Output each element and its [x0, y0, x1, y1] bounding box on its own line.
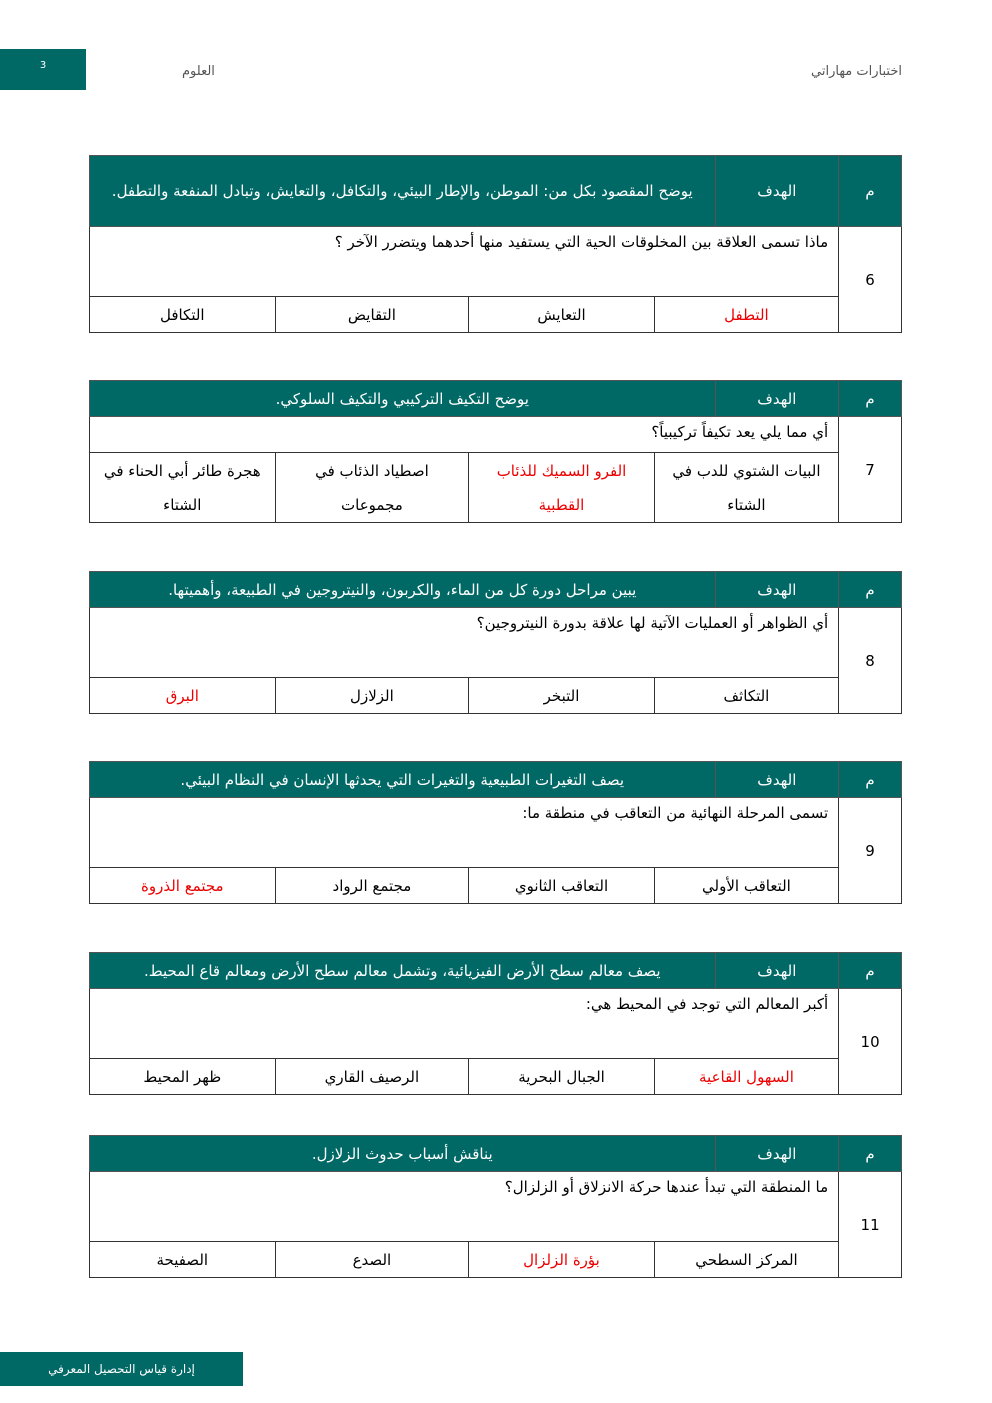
answer-option[interactable]: التقايض	[275, 297, 469, 333]
answer-option[interactable]: هجرة طائر أبي الحناء في الشتاء	[90, 453, 276, 523]
answer-option[interactable]: اصطياد الذئاب في مجموعات	[275, 453, 469, 523]
answer-option[interactable]: المركز السطحي	[654, 1242, 838, 1278]
question-number: 8	[839, 608, 902, 714]
question-text: تسمى المرحلة النهائية من التعاقب في منطقة ما:	[90, 798, 839, 868]
question-text: ما المنطقة التي تبدأ عندها حركة الانزلاق أو الزلزال؟	[90, 1172, 839, 1242]
question-number: 11	[839, 1172, 902, 1278]
answer-option[interactable]: التعايش	[469, 297, 654, 333]
number-header: م	[839, 381, 902, 417]
answer-option[interactable]: التكافل	[90, 297, 276, 333]
question-text: أي الظواهر أو العمليات الآتية لها علاقة بدورة النيتروجين؟	[90, 608, 839, 678]
goal-text: يوضح المقصود بكل من: الموطن، والإطار البيئي، والتكافل، والتعايش، وتبادل المنفعة والتطفل.	[90, 156, 716, 227]
question-number: 9	[839, 798, 902, 904]
goal-header: الهدف	[715, 953, 839, 989]
question-text: ماذا تسمى العلاقة بين المخلوقات الحية التي يستفيد منها أحدهما ويتضرر الآخر ؟	[90, 227, 839, 297]
answer-option[interactable]: الجبال البحرية	[469, 1059, 654, 1095]
answer-option-correct[interactable]: مجتمع الذروة	[90, 868, 276, 904]
document-title: اختبارات مهاراتي	[811, 64, 902, 79]
answer-option[interactable]: البيات الشتوي للدب في الشتاء	[654, 453, 838, 523]
goal-header: الهدف	[715, 572, 839, 608]
goal-header: الهدف	[715, 156, 839, 227]
answer-option-correct[interactable]: بؤرة الزلزال	[469, 1242, 654, 1278]
question-number: 7	[839, 417, 902, 523]
subject-label: العلوم	[182, 64, 215, 79]
answer-option[interactable]: الصفيحة	[90, 1242, 276, 1278]
number-header: م	[839, 953, 902, 989]
question-table	[89, 1135, 902, 1278]
question-text: أكبر المعالم التي توجد في المحيط هي:	[90, 989, 839, 1059]
answer-option[interactable]: ظهر المحيط	[90, 1059, 276, 1095]
page-number: 3	[0, 49, 86, 90]
answer-option[interactable]: التبخر	[469, 678, 654, 714]
answer-option-correct[interactable]: الفرو السميك للذئاب القطبية	[469, 453, 654, 523]
question-table	[89, 761, 902, 904]
question-table	[89, 155, 902, 333]
answer-option-correct[interactable]: التطفل	[654, 297, 838, 333]
goal-header: الهدف	[715, 381, 839, 417]
question-table	[89, 571, 902, 714]
footer-org-name: إدارة قياس التحصيل المعرفي	[0, 1352, 243, 1386]
number-header: م	[839, 156, 902, 227]
question-table	[89, 952, 902, 1095]
question-text: أي مما يلي يعد تكيفاً تركيبياً؟	[90, 417, 839, 453]
answer-option[interactable]: مجتمع الرواد	[275, 868, 469, 904]
answer-option[interactable]: الصدع	[275, 1242, 469, 1278]
answer-option[interactable]: الزلازل	[275, 678, 469, 714]
question-table	[89, 380, 902, 523]
goal-header: الهدف	[715, 1136, 839, 1172]
number-header: م	[839, 1136, 902, 1172]
goal-text: يصف التغيرات الطبيعية والتغيرات التي يحدثها الإنسان في النظام البيئي.	[90, 762, 716, 798]
question-number: 10	[839, 989, 902, 1095]
answer-option-correct[interactable]: السهول القاعية	[654, 1059, 838, 1095]
answer-option[interactable]: التعاقب الأولي	[654, 868, 838, 904]
goal-text: يصف معالم سطح الأرض الفيزيائية، وتشمل معالم سطح الأرض ومعالم قاع المحيط.	[90, 953, 716, 989]
number-header: م	[839, 762, 902, 798]
number-header: م	[839, 572, 902, 608]
answer-option[interactable]: التعاقب الثانوي	[469, 868, 654, 904]
goal-header: الهدف	[715, 762, 839, 798]
answer-option[interactable]: التكاثف	[654, 678, 838, 714]
answer-option-correct[interactable]: البرق	[90, 678, 276, 714]
goal-text: يبين مراحل دورة كل من الماء، والكربون، والنيتروجين في الطبيعة، وأهميتها.	[90, 572, 716, 608]
answer-option[interactable]: الرصيف القاري	[275, 1059, 469, 1095]
goal-text: يناقش أسباب حدوث الزلازل.	[90, 1136, 716, 1172]
goal-text: يوضح التكيف التركيبي والتكيف السلوكي.	[90, 381, 716, 417]
question-number: 6	[839, 227, 902, 333]
